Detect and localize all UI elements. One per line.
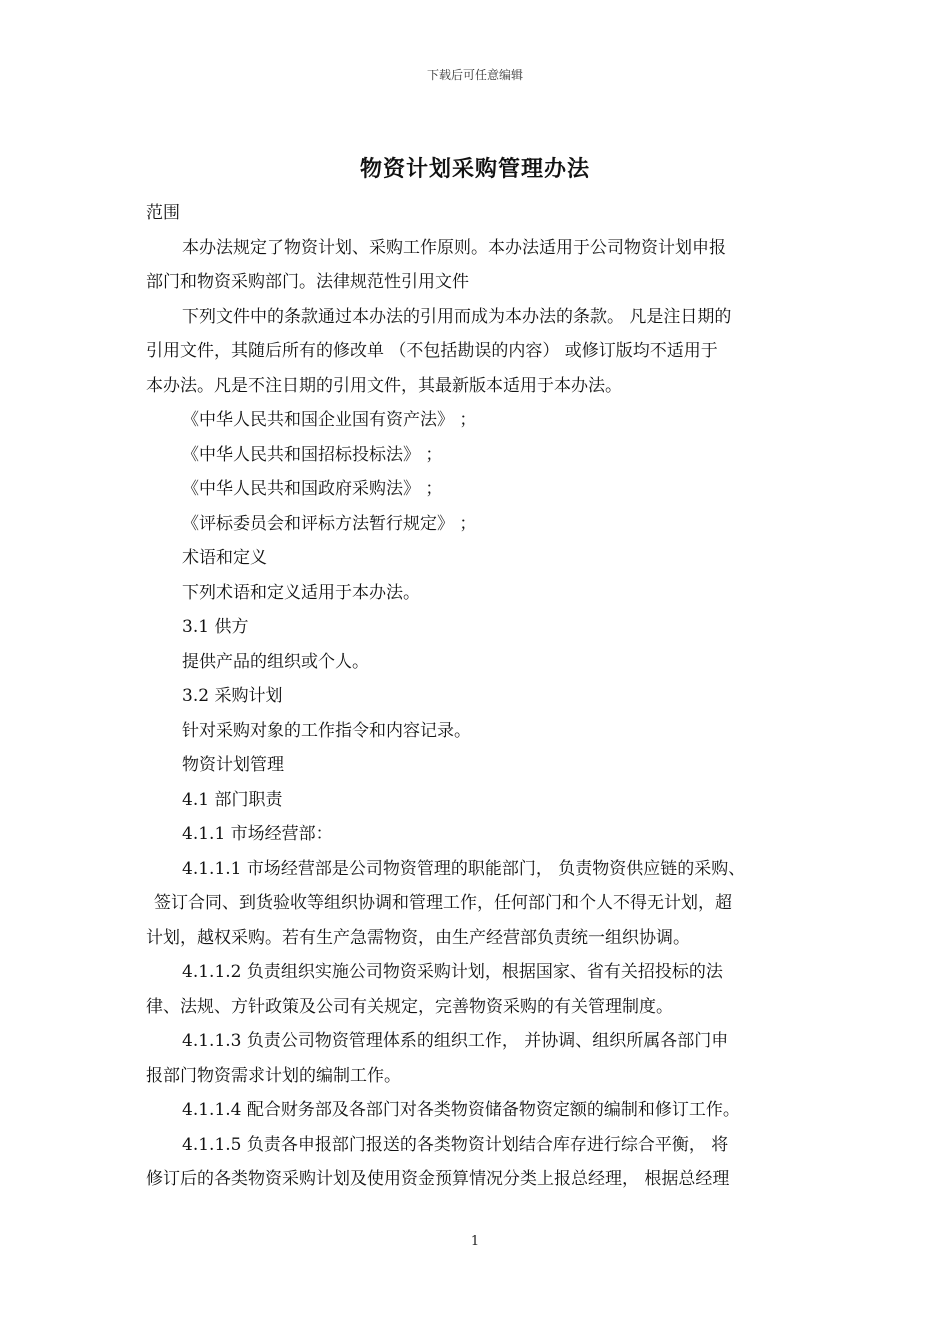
paragraph-line: 4.1.1.5 负责各申报部门报送的各类物资计划结合库存进行综合平衡， 将 (182, 1134, 729, 1155)
paragraph-line: 本办法。凡是不注日期的引用文件，其最新版本适用于本办法。 (146, 375, 622, 396)
page-number: 1 (470, 1234, 480, 1249)
reference-item: 《中华人民共和国企业国有资产法》 ； (182, 410, 477, 430)
paragraph-line: 律、法规、方针政策及公司有关规定，完善物资采购的有关管理制度。 (146, 996, 673, 1017)
subsection-heading: 4.1.1 市场经营部： (182, 824, 333, 844)
paragraph-line: 4.1.1.4 配合财务部及各部门对各类物资储备物资定额的编制和修订工作。 (182, 1100, 740, 1120)
reference-item: 《中华人民共和国政府采购法》 ； (182, 479, 443, 499)
paragraph-line: 下列术语和定义适用于本办法。 (182, 582, 420, 603)
paragraph-line: 4.1.1.1 市场经营部是公司物资管理的职能部门， 负责物资供应链的采购、 (182, 858, 746, 879)
subsection-heading: 4.1 部门职责 (182, 789, 283, 810)
section-heading-terms: 术语和定义 (182, 548, 267, 568)
section-heading-plan-management: 物资计划管理 (182, 755, 284, 775)
document-body (146, 196, 814, 1197)
paragraph-line: 签订合同、到货验收等组织协调和管理工作，任何部门和个人不得无计划，超 (154, 893, 732, 913)
header-note: 下载后可任意编辑 (426, 68, 523, 82)
reference-item: 《评标委员会和评标方法暂行规定》 ； (182, 513, 477, 534)
section-heading-scope: 范围 (146, 203, 180, 223)
paragraph-line: 计划，越权采购。若有生产急需物资，由生产经营部负责统一组织协调。 (146, 927, 690, 948)
paragraph-line: 4.1.1.2 负责组织实施公司物资采购计划，根据国家、省有关招投标的法 (182, 962, 723, 982)
paragraph-line: 提供产品的组织或个人。 (182, 651, 369, 672)
paragraph-line: 4.1.1.3 负责公司物资管理体系的组织工作， 并协调、组织所属各部门申 (182, 1031, 729, 1051)
paragraph-line: 下列文件中的条款通过本办法的引用而成为本办法的条款。 凡是注日期的 (182, 306, 732, 327)
paragraph-line: 报部门物资需求计划的编制工作。 (146, 1065, 401, 1086)
paragraph-line: 本办法规定了物资计划、采购工作原则。本办法适用于公司物资计划申报 (182, 237, 726, 258)
paragraph-line: 修订后的各类物资采购计划及使用资金预算情况分类上报总经理， 根据总经理 (146, 1169, 730, 1189)
subsection-heading: 3.1 供方 (182, 617, 249, 637)
paragraph-line: 针对采购对象的工作指令和内容记录。 (182, 720, 471, 741)
paragraph-line: 部门和物资采购部门。法律规范性引用文件 (146, 272, 469, 292)
document-title: 物资计划采购管理办法 (359, 156, 590, 182)
paragraph-line: 引用文件，其随后所有的修改单 （不包括勘误的内容） 或修订版均不适用于 (146, 341, 718, 361)
reference-item: 《中华人民共和国招标投标法》 ； (182, 444, 443, 465)
subsection-heading: 3.2 采购计划 (182, 686, 283, 706)
